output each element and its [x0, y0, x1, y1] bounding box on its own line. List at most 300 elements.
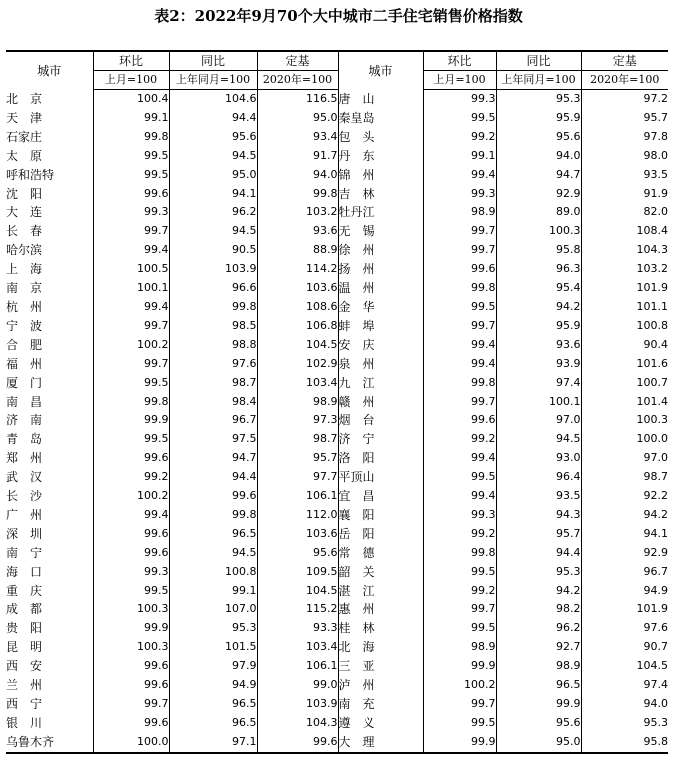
mom-value-cell: 99.5	[93, 582, 169, 601]
yoy-value-cell: 94.4	[169, 109, 257, 128]
mom-value-cell: 99.2	[423, 525, 496, 544]
table-row	[6, 600, 668, 619]
yoy-value-cell: 98.4	[169, 393, 257, 412]
base-value-cell: 91.7	[257, 147, 338, 166]
mom-value-cell: 99.7	[423, 695, 496, 714]
base-value-cell: 106.1	[257, 657, 338, 676]
yoy-value-cell: 96.5	[496, 676, 581, 695]
city-name-cell: 安 庆	[338, 336, 423, 355]
yoy-value-cell: 93.9	[496, 355, 581, 374]
yoy-value-cell: 99.1	[169, 582, 257, 601]
mom-value-cell: 99.9	[93, 619, 169, 638]
city-name-cell: 西 安	[6, 659, 43, 674]
table-row	[6, 544, 668, 563]
yoy-value-cell: 99.9	[496, 695, 581, 714]
mom-value-cell: 99.6	[93, 714, 169, 733]
yoy-value-cell: 93.0	[496, 449, 581, 468]
city-name-cell: 温 州	[338, 279, 423, 298]
base-value-cell: 100.3	[581, 411, 668, 430]
mom-value-cell: 99.6	[93, 449, 169, 468]
yoy-value-cell: 94.4	[169, 468, 257, 487]
city-name-cell: 惠 州	[338, 600, 423, 619]
mom-value-cell: 99.5	[423, 714, 496, 733]
base-subheader-right: 2020年=100	[581, 71, 668, 90]
base-value-cell: 103.2	[257, 203, 338, 222]
table-row	[6, 619, 668, 638]
yoy-value-cell: 107.0	[169, 600, 257, 619]
table-row	[6, 733, 668, 753]
base-value-cell: 102.9	[257, 355, 338, 374]
table-row	[6, 657, 668, 676]
city-name-cell: 包 头	[338, 128, 423, 147]
base-value-cell: 97.3	[257, 411, 338, 430]
yoy-value-cell: 100.1	[496, 393, 581, 412]
table-body	[6, 90, 668, 753]
table-title: 表2：2022年9月70个大中城市二手住宅销售价格指数	[154, 7, 523, 25]
base-value-cell: 94.0	[581, 695, 668, 714]
yoy-value-cell: 104.6	[169, 90, 257, 109]
base-value-cell: 94.2	[581, 506, 668, 525]
table-row	[6, 695, 668, 714]
city-name-cell: 重 庆	[6, 583, 43, 598]
base-value-cell: 115.2	[257, 600, 338, 619]
yoy-value-cell: 101.5	[169, 638, 257, 657]
base-value-cell: 94.0	[257, 166, 338, 185]
yoy-value-cell: 93.5	[496, 487, 581, 506]
city-name-cell: 天 津	[6, 110, 43, 125]
yoy-column-header-right: 同比	[496, 51, 581, 71]
mom-value-cell: 99.9	[423, 733, 496, 753]
yoy-value-cell: 94.4	[496, 544, 581, 563]
yoy-value-cell: 95.3	[169, 619, 257, 638]
mom-value-cell: 99.3	[93, 203, 169, 222]
mom-value-cell: 99.5	[93, 374, 169, 393]
base-value-cell: 95.0	[257, 109, 338, 128]
base-value-cell: 97.4	[581, 676, 668, 695]
mom-value-cell: 99.7	[423, 241, 496, 260]
mom-column-header: 环比	[93, 51, 169, 71]
yoy-subheader-right: 上年同月=100	[496, 71, 581, 90]
base-value-cell: 116.5	[257, 90, 338, 109]
city-name-cell: 南 昌	[6, 394, 43, 409]
base-value-cell: 97.7	[257, 468, 338, 487]
mom-value-cell: 99.9	[93, 411, 169, 430]
table-row	[6, 638, 668, 657]
mom-value-cell: 100.2	[93, 487, 169, 506]
base-value-cell: 92.2	[581, 487, 668, 506]
city-name-cell: 长 沙	[6, 489, 43, 504]
city-name-cell: 济 南	[6, 413, 43, 428]
table-row	[6, 676, 668, 695]
header-row-groups	[6, 51, 668, 71]
mom-value-cell: 99.7	[423, 600, 496, 619]
mom-value-cell: 99.8	[423, 544, 496, 563]
city-name-cell: 无 锡	[338, 222, 423, 241]
city-name-cell: 杭 州	[6, 299, 43, 314]
table-row	[6, 90, 668, 109]
table-row	[6, 430, 668, 449]
city-name-cell: 西 宁	[6, 697, 43, 711]
city-name-cell: 厦 门	[6, 375, 43, 390]
city-name-cell: 成 都	[6, 602, 43, 617]
base-value-cell: 101.9	[581, 279, 668, 298]
base-value-cell: 114.2	[257, 260, 338, 279]
city-name-cell: 武 汉	[6, 470, 43, 485]
base-value-cell: 95.6	[257, 544, 338, 563]
base-column-header-right: 定基	[581, 51, 668, 71]
mom-value-cell: 99.4	[93, 241, 169, 260]
city-name-cell: 襄 阳	[338, 506, 423, 525]
yoy-value-cell: 94.5	[169, 222, 257, 241]
mom-value-cell: 99.8	[423, 374, 496, 393]
base-value-cell: 97.6	[581, 619, 668, 638]
city-name-cell: 福 州	[6, 356, 43, 371]
mom-value-cell: 99.4	[423, 487, 496, 506]
base-value-cell: 99.6	[257, 733, 338, 753]
table-row	[6, 487, 668, 506]
yoy-value-cell: 99.6	[169, 487, 257, 506]
base-value-cell: 104.5	[257, 582, 338, 601]
city-name-cell: 常 德	[338, 544, 423, 563]
yoy-value-cell: 96.7	[169, 411, 257, 430]
table-row	[6, 525, 668, 544]
mom-value-cell: 99.3	[423, 90, 496, 109]
city-name-cell: 呼和浩特	[6, 167, 55, 182]
table-row	[6, 317, 668, 336]
mom-value-cell: 100.3	[93, 638, 169, 657]
yoy-value-cell: 98.9	[496, 657, 581, 676]
yoy-value-cell: 94.0	[496, 147, 581, 166]
yoy-value-cell: 98.8	[169, 336, 257, 355]
table-row	[6, 128, 668, 147]
yoy-subheader: 上年同月=100	[169, 71, 257, 90]
yoy-value-cell: 103.9	[169, 260, 257, 279]
table-row	[6, 203, 668, 222]
base-value-cell: 92.9	[581, 544, 668, 563]
city-name-cell: 蚌 埠	[338, 317, 423, 336]
base-value-cell: 95.8	[581, 733, 668, 753]
city-name-cell: 贵 阳	[6, 621, 43, 636]
base-value-cell: 104.5	[581, 657, 668, 676]
city-name-cell: 郑 州	[6, 451, 43, 466]
city-name-cell: 锦 州	[338, 166, 423, 185]
city-name-cell: 九 江	[338, 374, 423, 393]
yoy-value-cell: 94.3	[496, 506, 581, 525]
yoy-value-cell: 96.2	[496, 619, 581, 638]
yoy-value-cell: 96.4	[496, 468, 581, 487]
base-value-cell: 103.4	[257, 638, 338, 657]
table-row	[6, 563, 668, 582]
base-value-cell: 99.8	[257, 185, 338, 204]
city-name-cell: 海 口	[6, 564, 43, 579]
mom-value-cell: 100.0	[93, 733, 169, 753]
city-name-cell: 遵 义	[338, 714, 423, 733]
city-name-cell: 牡丹江	[338, 203, 423, 222]
mom-column-header-right: 环比	[423, 51, 496, 71]
yoy-value-cell: 89.0	[496, 203, 581, 222]
city-column-header-right: 城市	[338, 51, 423, 90]
city-name-cell: 烟 台	[338, 411, 423, 430]
base-value-cell: 93.3	[257, 619, 338, 638]
base-value-cell: 98.9	[257, 393, 338, 412]
table-row	[6, 298, 668, 317]
city-name-cell: 扬 州	[338, 260, 423, 279]
mom-value-cell: 99.4	[423, 166, 496, 185]
mom-value-cell: 99.6	[93, 185, 169, 204]
mom-value-cell: 99.4	[423, 355, 496, 374]
city-name-cell: 乌鲁木齐	[6, 733, 93, 753]
yoy-value-cell: 96.3	[496, 260, 581, 279]
mom-value-cell: 99.2	[423, 128, 496, 147]
mom-value-cell: 99.7	[93, 355, 169, 374]
table-row	[6, 147, 668, 166]
yoy-value-cell: 97.4	[496, 374, 581, 393]
mom-value-cell: 99.3	[93, 563, 169, 582]
base-value-cell: 103.6	[257, 279, 338, 298]
mom-value-cell: 98.9	[423, 638, 496, 657]
yoy-value-cell: 97.9	[169, 657, 257, 676]
yoy-value-cell: 95.8	[496, 241, 581, 260]
city-name-cell: 深 圳	[6, 526, 43, 541]
mom-value-cell: 99.7	[93, 222, 169, 241]
mom-value-cell: 99.1	[423, 147, 496, 166]
city-name-cell: 南 京	[6, 281, 43, 296]
city-name-cell: 岳 阳	[338, 525, 423, 544]
base-value-cell: 93.6	[257, 222, 338, 241]
mom-value-cell: 99.6	[423, 411, 496, 430]
city-name-cell: 丹 东	[338, 147, 423, 166]
table-row	[6, 279, 668, 298]
base-value-cell: 112.0	[257, 506, 338, 525]
base-value-cell: 95.7	[581, 109, 668, 128]
city-name-cell: 赣 州	[338, 393, 423, 412]
mom-value-cell: 99.6	[93, 657, 169, 676]
base-value-cell: 103.6	[257, 525, 338, 544]
table-row	[6, 222, 668, 241]
yoy-value-cell: 94.7	[496, 166, 581, 185]
city-name-cell: 石家庄	[6, 129, 43, 144]
yoy-value-cell: 95.9	[496, 317, 581, 336]
base-value-cell: 98.7	[581, 468, 668, 487]
mom-subheader: 上月=100	[93, 71, 169, 90]
city-name-cell: 昆 明	[6, 640, 43, 655]
mom-value-cell: 99.1	[93, 109, 169, 128]
mom-value-cell: 100.1	[93, 279, 169, 298]
mom-value-cell: 99.5	[93, 166, 169, 185]
mom-value-cell: 99.4	[423, 336, 496, 355]
yoy-value-cell: 94.5	[496, 430, 581, 449]
base-value-cell: 82.0	[581, 203, 668, 222]
city-name-cell: 北 海	[338, 638, 423, 657]
base-value-cell: 95.3	[581, 714, 668, 733]
base-value-cell: 97.0	[581, 449, 668, 468]
table-row	[6, 355, 668, 374]
yoy-value-cell: 94.5	[169, 544, 257, 563]
mom-value-cell: 99.4	[93, 298, 169, 317]
city-name-cell: 泸 州	[338, 676, 423, 695]
city-name-cell: 济 宁	[338, 430, 423, 449]
yoy-value-cell: 99.8	[169, 298, 257, 317]
mom-value-cell: 99.5	[423, 468, 496, 487]
city-name-cell: 金 华	[338, 298, 423, 317]
mom-value-cell: 99.8	[423, 279, 496, 298]
base-value-cell: 98.7	[257, 430, 338, 449]
base-value-cell: 101.1	[581, 298, 668, 317]
mom-value-cell: 99.7	[93, 317, 169, 336]
base-value-cell: 93.5	[581, 166, 668, 185]
table-row	[6, 241, 668, 260]
mom-value-cell: 99.8	[93, 393, 169, 412]
mom-value-cell: 100.2	[423, 676, 496, 695]
city-name-cell: 泉 州	[338, 355, 423, 374]
base-value-cell: 101.9	[581, 600, 668, 619]
yoy-value-cell: 90.5	[169, 241, 257, 260]
yoy-value-cell: 95.7	[496, 525, 581, 544]
base-column-header: 定基	[257, 51, 338, 71]
city-name-cell: 宁 波	[6, 318, 43, 333]
base-value-cell: 109.5	[257, 563, 338, 582]
yoy-value-cell: 98.5	[169, 317, 257, 336]
yoy-value-cell: 94.5	[169, 147, 257, 166]
mom-value-cell: 100.4	[93, 90, 169, 109]
city-name-cell: 银 川	[6, 715, 43, 730]
base-value-cell: 100.7	[581, 374, 668, 393]
city-name-cell: 徐 州	[338, 241, 423, 260]
base-value-cell: 90.7	[581, 638, 668, 657]
city-name-cell: 南 宁	[6, 545, 43, 560]
base-value-cell: 104.3	[257, 714, 338, 733]
mom-value-cell: 100.2	[93, 336, 169, 355]
yoy-value-cell: 96.5	[169, 525, 257, 544]
city-name-cell: 平顶山	[338, 468, 423, 487]
table-row	[6, 468, 668, 487]
yoy-value-cell: 94.2	[496, 298, 581, 317]
yoy-value-cell: 99.8	[169, 506, 257, 525]
mom-value-cell: 99.5	[93, 147, 169, 166]
mom-value-cell: 99.7	[423, 317, 496, 336]
base-value-cell: 91.9	[581, 185, 668, 204]
yoy-value-cell: 95.6	[169, 128, 257, 147]
yoy-value-cell: 97.0	[496, 411, 581, 430]
base-value-cell: 100.0	[581, 430, 668, 449]
mom-value-cell: 99.4	[423, 449, 496, 468]
base-value-cell: 90.4	[581, 336, 668, 355]
yoy-value-cell: 96.5	[169, 695, 257, 714]
base-value-cell: 104.3	[581, 241, 668, 260]
mom-value-cell: 99.5	[423, 109, 496, 128]
city-name-cell: 湛 江	[338, 582, 423, 601]
mom-value-cell: 99.3	[423, 506, 496, 525]
yoy-column-header: 同比	[169, 51, 257, 71]
yoy-value-cell: 98.7	[169, 374, 257, 393]
table-row	[6, 582, 668, 601]
mom-value-cell: 99.6	[423, 260, 496, 279]
mom-value-cell: 99.6	[93, 525, 169, 544]
base-value-cell: 108.4	[581, 222, 668, 241]
mom-value-cell: 99.5	[423, 619, 496, 638]
city-name-cell: 广 州	[6, 507, 43, 522]
yoy-value-cell: 93.6	[496, 336, 581, 355]
table-row	[6, 393, 668, 412]
mom-value-cell: 98.9	[423, 203, 496, 222]
yoy-value-cell: 96.2	[169, 203, 257, 222]
city-name-cell: 秦皇岛	[338, 109, 423, 128]
base-value-cell: 94.9	[581, 582, 668, 601]
base-value-cell: 103.4	[257, 374, 338, 393]
mom-value-cell: 99.9	[423, 657, 496, 676]
yoy-value-cell: 94.9	[169, 676, 257, 695]
mom-value-cell: 99.5	[423, 298, 496, 317]
base-value-cell: 108.6	[257, 298, 338, 317]
yoy-value-cell: 94.7	[169, 449, 257, 468]
price-index-table	[6, 50, 668, 754]
base-value-cell: 101.4	[581, 393, 668, 412]
base-value-cell: 106.1	[257, 487, 338, 506]
mom-value-cell: 99.3	[423, 185, 496, 204]
city-name-cell: 合 肥	[6, 337, 43, 352]
base-value-cell: 98.0	[581, 147, 668, 166]
yoy-value-cell: 94.1	[169, 185, 257, 204]
yoy-value-cell: 100.3	[496, 222, 581, 241]
table-row	[6, 109, 668, 128]
mom-value-cell: 99.5	[423, 563, 496, 582]
yoy-value-cell: 95.0	[169, 166, 257, 185]
mom-value-cell: 99.8	[93, 128, 169, 147]
city-name-cell: 沈 阳	[6, 186, 43, 201]
city-name-cell: 兰 州	[6, 678, 43, 693]
city-name-cell: 哈尔滨	[6, 243, 43, 258]
base-value-cell: 97.2	[581, 90, 668, 109]
yoy-value-cell: 100.8	[169, 563, 257, 582]
city-name-cell: 吉 林	[338, 185, 423, 204]
base-subheader: 2020年=100	[257, 71, 338, 90]
city-name-cell: 唐 山	[338, 90, 423, 109]
base-value-cell: 103.9	[257, 695, 338, 714]
yoy-value-cell: 96.6	[169, 279, 257, 298]
base-value-cell: 99.0	[257, 676, 338, 695]
city-name-cell: 宜 昌	[338, 487, 423, 506]
yoy-value-cell: 95.6	[496, 714, 581, 733]
base-value-cell: 97.8	[581, 128, 668, 147]
base-value-cell: 96.7	[581, 563, 668, 582]
city-name-cell: 洛 阳	[338, 449, 423, 468]
base-value-cell: 88.9	[257, 241, 338, 260]
yoy-value-cell: 98.2	[496, 600, 581, 619]
city-name-cell: 上 海	[6, 262, 43, 277]
mom-value-cell: 99.6	[93, 676, 169, 695]
header-row-subtitles	[6, 71, 668, 90]
mom-value-cell: 99.7	[423, 393, 496, 412]
yoy-value-cell: 95.9	[496, 109, 581, 128]
city-name-cell: 三 亚	[338, 657, 423, 676]
base-value-cell: 94.1	[581, 525, 668, 544]
base-value-cell: 93.4	[257, 128, 338, 147]
mom-subheader-right: 上月=100	[423, 71, 496, 90]
yoy-value-cell: 92.9	[496, 185, 581, 204]
yoy-value-cell: 95.6	[496, 128, 581, 147]
base-value-cell: 106.8	[257, 317, 338, 336]
mom-value-cell: 99.5	[93, 430, 169, 449]
mom-value-cell: 99.4	[93, 506, 169, 525]
mom-value-cell: 99.2	[93, 468, 169, 487]
yoy-value-cell: 97.6	[169, 355, 257, 374]
yoy-value-cell: 95.3	[496, 563, 581, 582]
yoy-value-cell: 95.3	[496, 90, 581, 109]
city-name-cell: 韶 关	[338, 563, 423, 582]
yoy-value-cell: 94.2	[496, 582, 581, 601]
table-row	[6, 449, 668, 468]
mom-value-cell: 100.3	[93, 600, 169, 619]
